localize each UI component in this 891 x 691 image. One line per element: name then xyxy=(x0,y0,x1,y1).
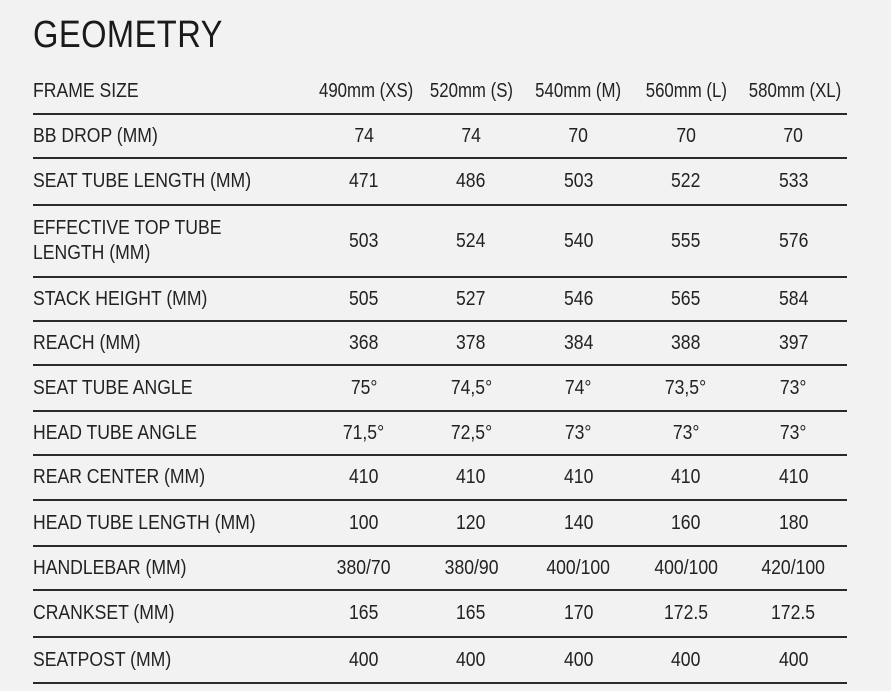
cell-value: 73° xyxy=(779,421,807,444)
value-cell xyxy=(525,114,632,158)
cell-value: 100 xyxy=(349,511,379,534)
size-header-text: 580mm (XL) xyxy=(748,79,841,102)
row-label: CRANKSET (MM) xyxy=(33,602,175,624)
cell-value: 170 xyxy=(563,602,594,624)
cell-value: 584 xyxy=(778,287,808,310)
value-cell xyxy=(310,411,417,455)
cell-value: 120 xyxy=(456,511,486,534)
header-label: FRAME SIZE xyxy=(33,79,139,102)
cell-value: 74 xyxy=(353,124,374,147)
row-label-cell xyxy=(33,590,310,637)
cell-value: 74,5° xyxy=(450,376,492,399)
row-label-cell xyxy=(33,365,310,411)
table-row xyxy=(33,205,847,277)
value-cell xyxy=(632,321,739,365)
cell-value: 73° xyxy=(565,421,592,444)
row-label: HEAD TUBE LENGTH (MM) xyxy=(33,511,256,534)
row-label: EFFECTIVE TOP TUBE LENGTH (MM) xyxy=(33,217,222,264)
cell-value: 410 xyxy=(456,466,486,488)
value-cell xyxy=(310,277,417,321)
value-cell xyxy=(310,365,417,411)
value-cell xyxy=(632,158,739,205)
cell-value: 70 xyxy=(568,124,589,147)
value-cell xyxy=(417,500,524,546)
value-cell xyxy=(740,365,847,411)
cell-value: 165 xyxy=(456,602,486,624)
header-label-cell xyxy=(33,69,310,114)
size-header-xl xyxy=(740,69,847,114)
value-cell xyxy=(632,590,739,637)
value-cell xyxy=(310,590,417,637)
value-cell xyxy=(417,114,524,158)
value-cell xyxy=(632,500,739,546)
value-cell xyxy=(632,637,739,683)
cell-value: 73,5° xyxy=(665,376,707,399)
value-cell xyxy=(310,455,417,500)
cell-value: 400 xyxy=(349,648,379,671)
cell-value: 73° xyxy=(779,376,807,399)
value-cell xyxy=(740,411,847,455)
value-cell xyxy=(310,205,417,277)
value-cell xyxy=(632,455,739,500)
row-label-cell xyxy=(33,455,310,500)
row-label-cell xyxy=(33,158,310,205)
value-cell xyxy=(740,455,847,500)
cell-value: 410 xyxy=(778,466,808,488)
cell-value: 70 xyxy=(783,124,804,147)
geometry-table xyxy=(33,69,847,684)
cell-value: 565 xyxy=(671,287,701,310)
cell-value: 397 xyxy=(778,331,808,354)
table-row xyxy=(33,365,847,411)
cell-value: 400/100 xyxy=(546,556,611,579)
value-cell xyxy=(525,365,632,411)
row-label-cell xyxy=(33,500,310,546)
cell-value: 172.5 xyxy=(771,602,816,624)
value-cell xyxy=(310,546,417,590)
row-label: STACK HEIGHT (MM) xyxy=(33,287,208,310)
value-cell xyxy=(417,205,524,277)
cell-value: 388 xyxy=(671,331,701,354)
value-cell xyxy=(310,500,417,546)
value-cell xyxy=(632,365,739,411)
size-header-xs xyxy=(310,69,417,114)
cell-value: 400 xyxy=(671,648,701,671)
row-label-cell xyxy=(33,114,310,158)
cell-value: 527 xyxy=(456,287,486,310)
table-row xyxy=(33,455,847,500)
value-cell xyxy=(740,321,847,365)
size-header-l xyxy=(632,69,739,114)
size-header-text: 490mm (XS) xyxy=(318,79,414,102)
value-cell xyxy=(525,500,632,546)
cell-value: 380/70 xyxy=(336,556,391,579)
size-header-m xyxy=(525,69,632,114)
table-header-row xyxy=(33,69,847,114)
cell-value: 524 xyxy=(456,229,486,252)
cell-value: 73° xyxy=(672,421,700,444)
value-cell xyxy=(310,114,417,158)
row-label-cell xyxy=(33,637,310,683)
page-title: GEOMETRY xyxy=(33,14,223,56)
table-row xyxy=(33,590,847,637)
row-label: REACH (MM) xyxy=(33,331,141,354)
cell-value: 505 xyxy=(349,287,379,310)
cell-value: 400/100 xyxy=(654,556,718,579)
value-cell xyxy=(632,114,739,158)
cell-value: 471 xyxy=(349,170,379,192)
table-row xyxy=(33,158,847,205)
value-cell xyxy=(417,365,524,411)
cell-value: 400 xyxy=(563,648,594,671)
value-cell xyxy=(632,205,739,277)
cell-value: 420/100 xyxy=(761,556,826,579)
row-label: REAR CENTER (MM) xyxy=(33,466,206,488)
cell-value: 576 xyxy=(778,229,808,252)
value-cell xyxy=(740,590,847,637)
value-cell xyxy=(632,411,739,455)
value-cell xyxy=(417,455,524,500)
cell-value: 400 xyxy=(778,648,808,671)
cell-value: 160 xyxy=(671,511,701,534)
row-label-cell xyxy=(33,321,310,365)
row-label: HANDLEBAR (MM) xyxy=(33,556,187,579)
size-header-s xyxy=(417,69,524,114)
cell-value: 378 xyxy=(456,331,486,354)
row-label: SEATPOST (MM) xyxy=(33,648,172,671)
value-cell xyxy=(740,546,847,590)
row-label-cell xyxy=(33,411,310,455)
value-cell xyxy=(525,321,632,365)
table-row xyxy=(33,500,847,546)
value-cell xyxy=(417,158,524,205)
cell-value: 140 xyxy=(563,511,594,534)
cell-value: 546 xyxy=(563,287,594,310)
row-label: SEAT TUBE ANGLE xyxy=(33,376,193,399)
value-cell xyxy=(740,114,847,158)
value-cell xyxy=(525,205,632,277)
size-header-text: 540mm (M) xyxy=(535,79,622,102)
value-cell xyxy=(417,590,524,637)
cell-value: 410 xyxy=(349,466,379,488)
value-cell xyxy=(632,546,739,590)
cell-value: 74° xyxy=(565,376,592,399)
cell-value: 380/90 xyxy=(444,556,499,579)
table-row xyxy=(33,546,847,590)
value-cell xyxy=(740,277,847,321)
value-cell xyxy=(740,205,847,277)
table-row xyxy=(33,637,847,683)
cell-value: 486 xyxy=(456,170,486,192)
cell-value: 400 xyxy=(456,648,486,671)
value-cell xyxy=(525,277,632,321)
value-cell xyxy=(525,546,632,590)
cell-value: 72,5° xyxy=(450,421,492,444)
size-header-text: 520mm (S) xyxy=(429,79,513,102)
value-cell xyxy=(417,637,524,683)
value-cell xyxy=(417,277,524,321)
cell-value: 75° xyxy=(350,376,378,399)
table-row xyxy=(33,411,847,455)
table-row xyxy=(33,321,847,365)
value-cell xyxy=(740,158,847,205)
table-row xyxy=(33,277,847,321)
value-cell xyxy=(525,411,632,455)
cell-value: 384 xyxy=(563,331,594,354)
cell-value: 555 xyxy=(671,229,701,252)
row-label-cell xyxy=(33,205,310,277)
value-cell xyxy=(525,158,632,205)
value-cell xyxy=(310,321,417,365)
cell-value: 180 xyxy=(778,511,808,534)
cell-value: 70 xyxy=(676,124,696,147)
table-row xyxy=(33,114,847,158)
cell-value: 74 xyxy=(461,124,481,147)
cell-value: 503 xyxy=(349,229,379,252)
cell-value: 410 xyxy=(671,466,701,488)
value-cell xyxy=(310,158,417,205)
row-label: SEAT TUBE LENGTH (MM) xyxy=(33,170,252,192)
cell-value: 522 xyxy=(671,170,701,192)
value-cell xyxy=(417,411,524,455)
value-cell xyxy=(417,321,524,365)
value-cell xyxy=(740,637,847,683)
cell-value: 503 xyxy=(563,170,594,192)
value-cell xyxy=(525,455,632,500)
cell-value: 533 xyxy=(778,170,808,192)
value-cell xyxy=(740,500,847,546)
cell-value: 172.5 xyxy=(663,602,708,624)
value-cell xyxy=(525,590,632,637)
cell-value: 368 xyxy=(349,331,379,354)
size-header-text: 560mm (L) xyxy=(645,79,727,102)
row-label-cell xyxy=(33,546,310,590)
cell-value: 410 xyxy=(563,466,594,488)
value-cell xyxy=(310,637,417,683)
cell-value: 165 xyxy=(349,602,379,624)
row-label: BB DROP (MM) xyxy=(33,124,158,147)
value-cell xyxy=(632,277,739,321)
cell-value: 540 xyxy=(563,229,594,252)
row-label: HEAD TUBE ANGLE xyxy=(33,421,197,444)
value-cell xyxy=(417,546,524,590)
row-label-cell xyxy=(33,277,310,321)
value-cell xyxy=(525,637,632,683)
cell-value: 71,5° xyxy=(343,421,385,444)
